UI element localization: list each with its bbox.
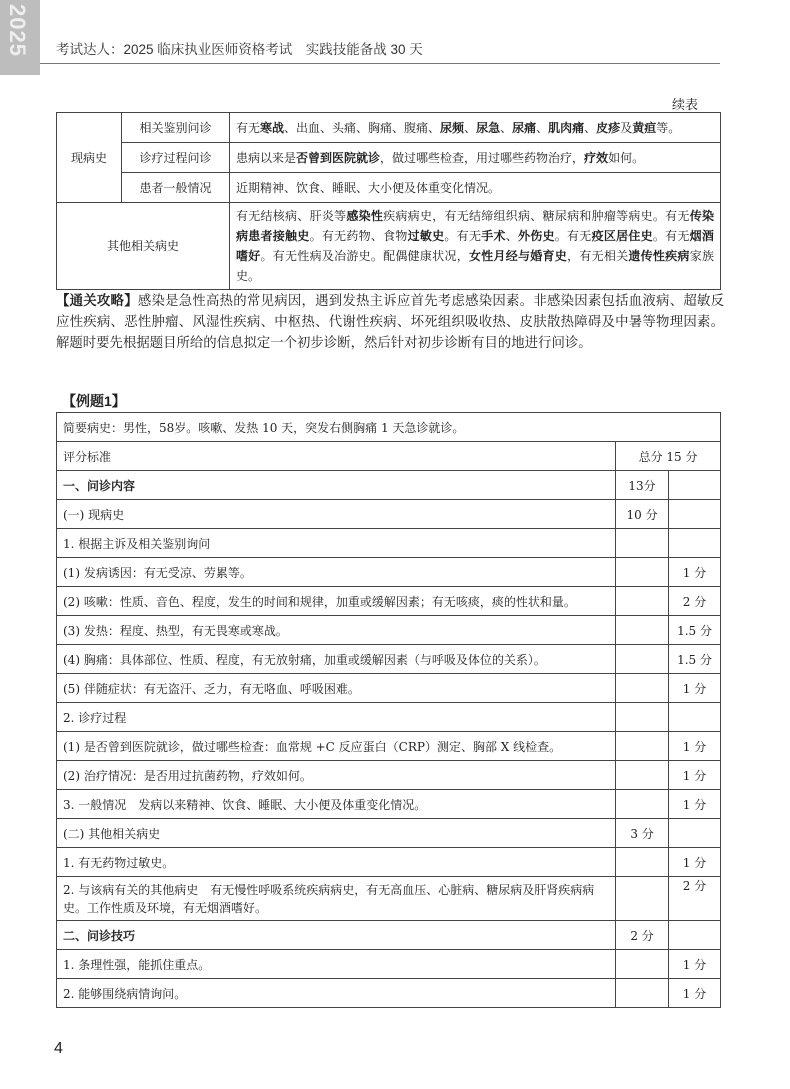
item-score: 1 分 <box>669 790 721 819</box>
table-row <box>57 877 721 921</box>
section-score <box>616 848 669 877</box>
row-label: 相关鉴别问诊 <box>122 113 230 143</box>
item-score: 1.5 分 <box>669 616 721 645</box>
item-score: 2 分 <box>669 587 721 616</box>
section-score <box>616 674 669 703</box>
continued-label: 续表 <box>671 98 698 113</box>
row-content: 有无寒战、出血、头痛、胸痛、腹痛、尿频、尿急、尿痛、肌肉痛、皮疹及黄疸等。 <box>230 113 721 143</box>
item-score <box>669 921 721 950</box>
section-score <box>616 558 669 587</box>
section-score: 3 分 <box>616 819 669 848</box>
table-row <box>57 790 721 819</box>
section-score <box>616 732 669 761</box>
table-row <box>57 979 721 1008</box>
section-score <box>616 587 669 616</box>
item-score <box>669 500 721 529</box>
present-illness-label: 现病史 <box>57 113 122 203</box>
section-score: 13分 <box>616 471 669 500</box>
table-row <box>57 703 721 732</box>
header-rule <box>40 63 720 64</box>
criterion-text: (一) 现病史 <box>57 500 616 529</box>
other-history-content: 有无结核病、肝炎等感染性疾病病史，有无结缔组织病、糖尿病和肿瘤等病史。有无传染病患者接触史。有无药物、食物过敏史。有无手术、外伤史。有无疫区居住史。有无烟酒嗜好。有无性病及冶游史。配偶健康状况，女性月经与婚育史，有无相关遗传性疾病家族史。 <box>230 203 721 290</box>
scoring-table <box>56 412 721 1008</box>
criterion-text: 3. 一般情况 发病以来精神、饮食、睡眠、大小便及体重变化情况。 <box>57 790 616 819</box>
row-content: 患病以来是否曾到医院就诊，做过哪些检查，用过哪些药物治疗，疗效如何。 <box>230 143 721 173</box>
row-content: 近期精神、饮食、睡眠、大小便及体重变化情况。 <box>230 173 721 203</box>
criterion-text: (1) 是否曾到医院就诊，做过哪些检查：血常规 +C 反应蛋白（CRP）测定、胸部 X 线检查。 <box>57 732 616 761</box>
table-row <box>57 921 721 950</box>
criterion-text: 1. 条理性强，能抓住重点。 <box>57 950 616 979</box>
section-score <box>616 979 669 1008</box>
item-score <box>669 471 721 500</box>
table-row <box>57 558 721 587</box>
table-row <box>57 616 721 645</box>
criterion-text: (二) 其他相关病史 <box>57 819 616 848</box>
criterion-text: (2) 咳嗽：性质、音色、程度，发生的时间和规律，加重或缓解因素；有无咳痰，痰的性状和量。 <box>57 587 616 616</box>
table-row <box>57 761 721 790</box>
item-score: 1 分 <box>669 979 721 1008</box>
table-row <box>57 645 721 674</box>
example-title: 【例题1】 <box>62 393 126 409</box>
page-number: 4 <box>54 1040 63 1057</box>
criterion-text: (1) 发病诱因：有无受凉、劳累等。 <box>57 558 616 587</box>
item-score: 1.5 分 <box>669 645 721 674</box>
criterion-text: (3) 发热：程度、热型，有无畏寒或寒战。 <box>57 616 616 645</box>
criterion-text: 2. 诊疗过程 <box>57 703 616 732</box>
item-score: 1 分 <box>669 732 721 761</box>
section-score <box>616 703 669 732</box>
section-score <box>616 616 669 645</box>
table-row <box>57 848 721 877</box>
item-score: 1 分 <box>669 761 721 790</box>
section-score <box>616 645 669 674</box>
section-score <box>616 761 669 790</box>
criterion-text: 2. 能够围绕病情询问。 <box>57 979 616 1008</box>
table-row <box>57 587 721 616</box>
item-score: 2 分 <box>669 877 721 921</box>
section-score <box>616 790 669 819</box>
side-tab-year: 2025 <box>5 4 30 57</box>
section-score <box>616 950 669 979</box>
row-label: 诊疗过程问诊 <box>122 143 230 173</box>
table-row <box>57 500 721 529</box>
total-score: 总分 15 分 <box>616 442 721 471</box>
item-score: 1 分 <box>669 848 721 877</box>
item-score: 1 分 <box>669 558 721 587</box>
item-score: 1 分 <box>669 674 721 703</box>
strategy-paragraph <box>56 290 724 355</box>
case-summary: 简要病史：男性，58岁。咳嗽、发热 10 天，突发右侧胸痛 1 天急诊就诊。 <box>57 413 721 442</box>
row-label: 患者一般情况 <box>122 173 230 203</box>
item-score: 1 分 <box>669 950 721 979</box>
criterion-text: 一、问诊内容 <box>57 471 616 500</box>
running-header: 考试达人：2025 临床执业医师资格考试 实践技能备战 30 天 <box>56 42 423 57</box>
item-score <box>669 703 721 732</box>
section-score: 2 分 <box>616 921 669 950</box>
item-score <box>669 819 721 848</box>
section-score: 10 分 <box>616 500 669 529</box>
criterion-text: 二、问诊技巧 <box>57 921 616 950</box>
side-tab <box>0 0 40 75</box>
item-score <box>669 529 721 558</box>
strategy-text: 感染是急性高热的常见病因，遇到发热主诉应首先考虑感染因素。非感染因素包括血液病、超敏反应性疾病、恶性肿瘤、风湿性疾病、中枢热、代谢性疾病、坏死组织吸收热、皮肤散热障碍及中暑等物理因素。解题时要先根据题目所给的信息拟定一个初步诊断，然后针对初步诊断有目的地进行问诊。 <box>56 294 724 352</box>
criterion-text: (2) 治疗情况：是否用过抗菌药物，疗效如何。 <box>57 761 616 790</box>
criterion-text: (4) 胸痛：具体部位、性质、程度，有无放射痛，加重或缓解因素（与呼吸及体位的关系）。 <box>57 645 616 674</box>
table-row <box>57 732 721 761</box>
criteria-label: 评分标准 <box>57 442 616 471</box>
criterion-text: 2. 与该病有关的其他病史 有无慢性呼吸系统疾病病史，有无高血压、心脏病、糖尿病及肝肾疾病病史。工作性质及环境，有无烟酒嗜好。 <box>57 877 616 921</box>
criterion-text: (5) 伴随症状：有无盗汗、乏力，有无咯血、呼吸困难。 <box>57 674 616 703</box>
section-score <box>616 529 669 558</box>
history-table <box>56 112 721 290</box>
criterion-text: 1. 根据主诉及相关鉴别询问 <box>57 529 616 558</box>
other-history-label: 其他相关病史 <box>57 203 230 290</box>
table-row <box>57 674 721 703</box>
section-score <box>616 877 669 921</box>
table-row <box>57 819 721 848</box>
table-row <box>57 471 721 500</box>
criterion-text: 1. 有无药物过敏史。 <box>57 848 616 877</box>
strategy-label: 【通关攻略】 <box>56 293 138 308</box>
table-row <box>57 950 721 979</box>
table-row <box>57 529 721 558</box>
